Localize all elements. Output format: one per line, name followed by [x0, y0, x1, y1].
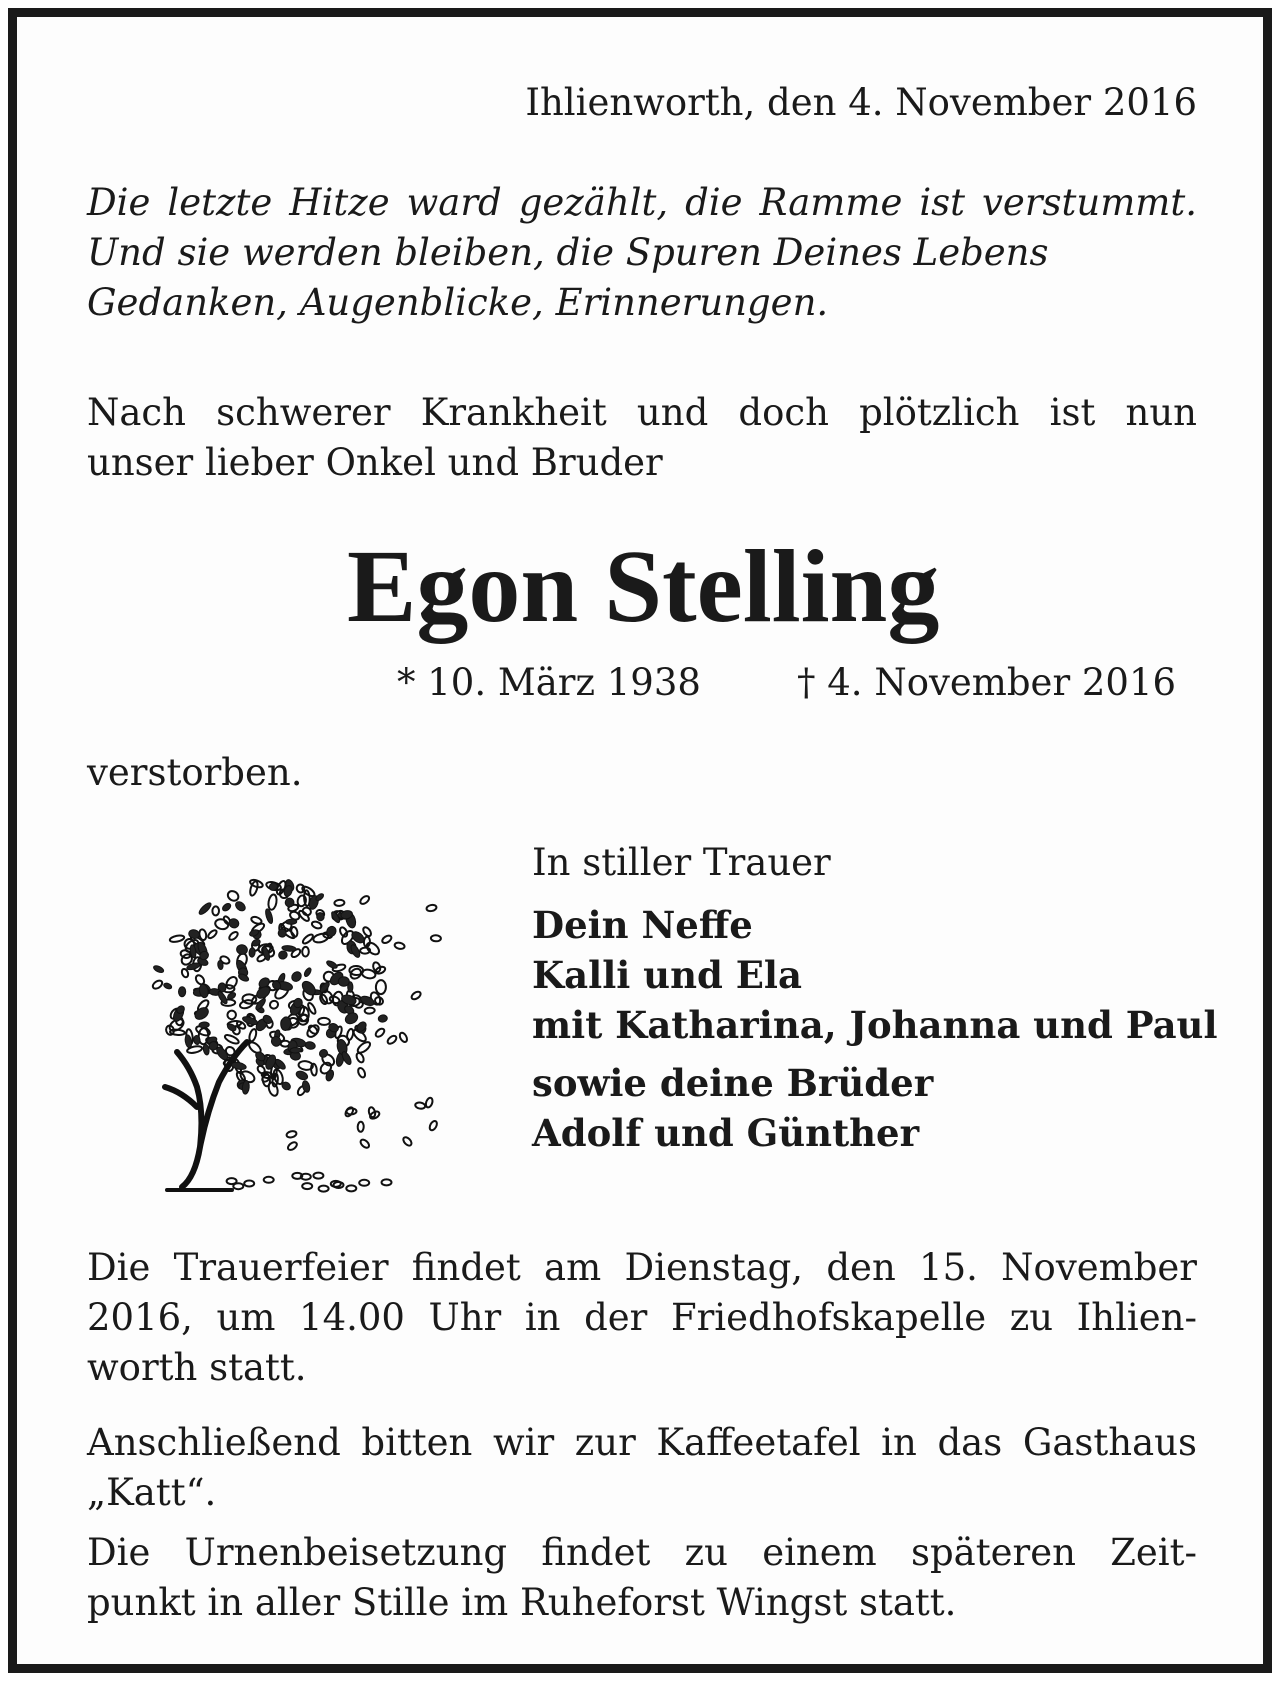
ground-leaf-mark — [346, 1185, 356, 1191]
deceased-name: Egon Stelling — [347, 529, 940, 644]
leaf-mark — [295, 1069, 309, 1081]
poem-line-3: Gedanken, Augenblicke, Erinnerungen. — [87, 281, 829, 324]
leaf-mark — [248, 1028, 257, 1042]
leaf-mark — [318, 1048, 329, 1059]
poem-line-1: Die letzte Hitze ward gezählt, die Ramme ist verstummt. — [87, 181, 1197, 224]
leaf-mark — [199, 1022, 209, 1028]
intro-line-2: unser lieber Onkel und Bruder — [87, 441, 663, 484]
falling-leaf-mark — [359, 1138, 370, 1149]
falling-leaf-mark — [358, 1122, 364, 1132]
leaf-mark — [249, 947, 256, 957]
falling-leaf-mark — [426, 904, 437, 912]
leaf-mark — [169, 934, 184, 943]
death-date: † 4. November 2016 — [797, 661, 1177, 704]
mourner-line-3: mit Katharina, Johanna und Paul — [532, 1003, 1218, 1047]
intro-line-1: Nach schwerer Krankheit und doch plötzlich ist nun — [87, 391, 1197, 434]
burial-line-1: Die Urnenbeisetzung findet zu einem späteren Zeit- — [87, 1531, 1197, 1574]
leaf-mark — [153, 964, 165, 974]
mourner-line-5: Adolf und Günther — [532, 1111, 920, 1155]
obituary-notice — [8, 8, 1272, 1673]
leaf-mark — [325, 1069, 335, 1082]
leaf-mark — [267, 894, 277, 911]
falling-leaf-mark — [346, 1108, 356, 1115]
leaf-mark — [302, 947, 309, 957]
leaf-mark — [250, 916, 262, 925]
leaf-mark — [227, 1010, 237, 1020]
ground-leaf-mark — [227, 1178, 237, 1184]
leaf-mark — [226, 1023, 237, 1033]
leaf-mark — [315, 892, 325, 901]
leaf-mark — [207, 929, 218, 940]
leaf-mark — [212, 906, 219, 915]
leaf-mark — [193, 1005, 211, 1022]
passed-text: verstorben. — [87, 751, 303, 794]
leaf-mark — [178, 987, 185, 997]
ground-leaf-mark — [302, 1183, 312, 1189]
falling-leaf-mark — [287, 1141, 299, 1152]
poem-line-2: Und sie werden bleiben, die Spuren Deines Lebens — [87, 231, 1049, 274]
falling-leaf-mark — [355, 1052, 365, 1064]
falling-leaf-mark — [359, 895, 371, 906]
leaf-mark — [151, 979, 163, 990]
leaf-mark — [303, 967, 312, 978]
leaf-mark — [228, 931, 239, 942]
ground-leaf-mark — [244, 1181, 254, 1187]
leaf-mark — [286, 919, 297, 924]
falling-leaf-mark — [428, 1120, 438, 1132]
ground-leaf-mark — [264, 1177, 274, 1183]
falling-leaf-mark — [431, 935, 441, 942]
leaf-mark — [163, 982, 173, 990]
birth-date: * 10. März 1938 — [397, 661, 701, 704]
falling-leaf-mark — [374, 1027, 385, 1038]
falling-leaf-mark — [339, 926, 349, 938]
mourner-line-1: Dein Neffe — [532, 903, 753, 947]
falling-leaf-mark — [365, 1007, 375, 1014]
falling-leaf-mark — [334, 899, 344, 906]
leaf-mark — [304, 1041, 316, 1050]
tree-icon — [137, 857, 457, 1197]
ground-leaf-mark — [359, 1180, 369, 1186]
leaf-mark — [338, 977, 349, 987]
leaf-mark — [197, 901, 212, 916]
coffee-line-1: Anschließend bitten wir zur Kaffeetafel in das Gasthaus — [87, 1421, 1197, 1464]
leaf-mark — [376, 980, 386, 994]
leaf-mark — [184, 1034, 192, 1048]
leaf-mark — [378, 1014, 388, 1022]
falling-leaf-mark — [410, 990, 422, 1001]
falling-leaf-mark — [311, 920, 323, 929]
funeral-line-3: worth statt. — [87, 1346, 307, 1389]
leaf-mark — [290, 1047, 301, 1053]
place-date: Ihlienworth, den 4. November 2016 — [525, 81, 1197, 124]
leaf-mark — [318, 1018, 330, 1025]
falling-leaf-mark — [402, 1136, 413, 1147]
leaf-mark — [221, 902, 232, 912]
leaf-mark — [269, 999, 280, 1010]
leaf-mark — [301, 1080, 311, 1093]
falling-leaf-mark — [394, 942, 405, 950]
ground-leaf-mark — [334, 1182, 344, 1188]
mourner-line-2: Kalli und Ela — [532, 953, 802, 997]
leaf-mark — [234, 900, 247, 913]
coffee-line-2: „Katt“. — [87, 1471, 217, 1514]
falling-leaf-mark — [286, 1130, 297, 1138]
burial-line-2: punkt in aller Stille im Ruheforst Wingst statt. — [87, 1581, 957, 1624]
falling-leaf-mark — [386, 1034, 398, 1045]
ground-leaf-mark — [313, 1173, 323, 1179]
leaf-mark — [226, 889, 240, 902]
leaf-mark — [326, 959, 339, 969]
funeral-line-1: Die Trauerfeier findet am Dienstag, den 15. November — [87, 1246, 1197, 1289]
falling-leaf-mark — [381, 934, 393, 944]
mourning-heading: In stiller Trauer — [532, 841, 831, 884]
ground-leaf-mark — [382, 1179, 392, 1185]
falling-leaf-mark — [357, 1067, 367, 1079]
ground-leaf-mark — [319, 1186, 329, 1192]
mourner-line-4: sowie deine Brüder — [532, 1061, 934, 1105]
leaf-mark — [242, 994, 257, 1004]
falling-leaf-mark — [415, 1102, 426, 1110]
leaf-mark — [325, 925, 338, 938]
falling-leaf-mark — [398, 1032, 408, 1044]
leaf-mark — [236, 944, 248, 955]
funeral-line-2: 2016, um 14.00 Uhr in der Friedhofskapelle zu Ihlien- — [87, 1296, 1197, 1339]
falling-leaf-mark — [362, 926, 373, 938]
leaf-mark — [290, 970, 303, 983]
